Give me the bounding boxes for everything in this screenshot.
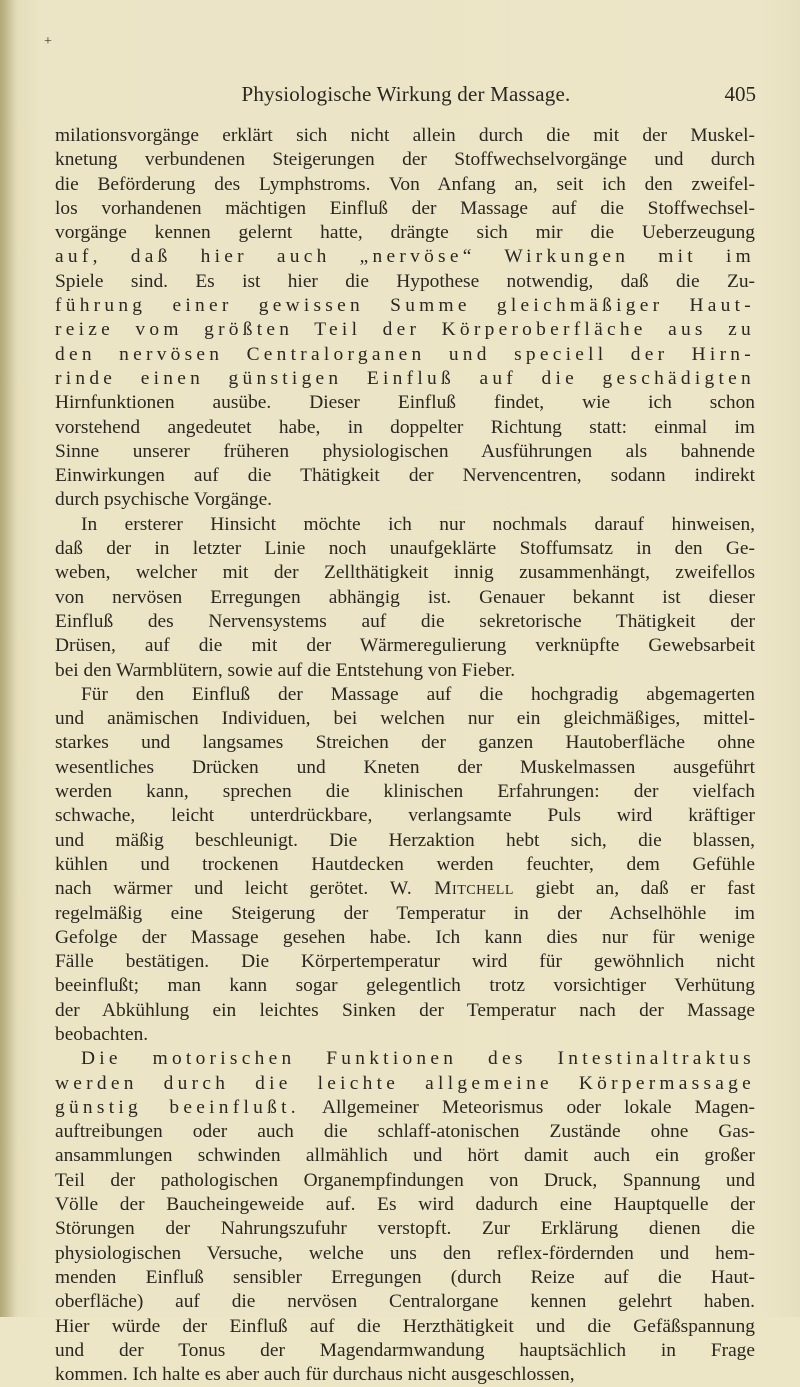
text-line: oberfläche) auf die nervösen Centralorgane kennen gelehrt haben. bbox=[55, 1291, 755, 1313]
text-line: schwache, leicht unterdrückbare, verlangsamte Puls wird kräftiger bbox=[55, 805, 755, 827]
text-fragment: Allgemeiner Meteorismus oder lokale Magen- bbox=[299, 1096, 755, 1118]
text-line: knetung verbundenen Steigerungen der Stoffwechselvorgänge und durch bbox=[55, 149, 755, 171]
text-line: vorgänge kennen gelernt hatte, drängte sich mir die Ueberzeugung bbox=[55, 222, 755, 244]
text-fragment: giebt an, daß er fast bbox=[513, 878, 755, 900]
text-line: ansammlungen schwinden allmählich und hört damit auch ein großer bbox=[55, 1145, 755, 1167]
text-line: durch psychische Vorgänge. bbox=[55, 489, 273, 511]
text-line: auftreibungen oder auch die schlaff-atonischen Zustände ohne Gas- bbox=[55, 1121, 755, 1143]
text-line: Drüsen, auf die mit der Wärmeregulierung verknüpfte Gewebsarbeit bbox=[55, 635, 755, 657]
text-line-spaced: werden durch die leichte allgemeine Körpermassage bbox=[55, 1072, 755, 1094]
text-line: bei den Warmblütern, sowie auf die Entstehung von Fieber. bbox=[55, 659, 516, 681]
text-line: Völle der Baucheingeweide auf. Es wird dadurch eine Hauptquelle der bbox=[55, 1194, 755, 1216]
text-line-spaced: auf, daß hier auch „nervöse“ Wirkungen mit im bbox=[55, 246, 755, 268]
body-text bbox=[55, 124, 755, 1387]
text-line: kühlen und trockenen Hautdecken werden feuchter, dem Gefühle bbox=[55, 853, 755, 875]
text-line: beobachten. bbox=[55, 1023, 149, 1045]
paragraph-start-spaced: Die motorischen Funktionen des Intestinaltraktus bbox=[81, 1048, 755, 1070]
text-line: starkes und langsames Streichen der ganzen Hautoberfläche ohne bbox=[55, 732, 755, 754]
text-line: und der Tonus der Magendarmwandung hauptsächlich in Frage bbox=[55, 1339, 755, 1361]
text-line: Fälle bestätigen. Die Körpertemperatur wird für gewöhnlich nicht bbox=[55, 951, 755, 973]
text-line: physiologischen Versuche, welche uns den reflex-fördernden und hem- bbox=[55, 1242, 755, 1264]
text-line: wesentliches Drücken und Kneten der Muskelmassen ausgeführt bbox=[55, 756, 755, 778]
paragraph-start: In ersterer Hinsicht möchte ich nur nochmals darauf hinweisen, bbox=[81, 513, 755, 535]
author-name: W. Mitchell bbox=[389, 878, 514, 900]
text-line: vorstehend angedeutet habe, in doppelter Richtung statt: einmal im bbox=[55, 416, 755, 438]
text-line: Gefolge der Massage gesehen habe. Ich kann dies nur für wenige bbox=[55, 926, 755, 948]
text-line: der Abkühlung ein leichtes Sinken der Temperatur nach der Massage bbox=[55, 999, 755, 1021]
running-title: Physiologische Wirkung der Massage. bbox=[241, 82, 571, 106]
text-line-spaced: führung einer gewissen Summe gleichmäßiger Haut- bbox=[55, 295, 755, 317]
text-line: Einfluß des Nervensystems auf die sekretorische Thätigkeit der bbox=[55, 610, 755, 632]
text-line: Spiele sind. Es ist hier die Hypothese notwendig, daß die Zu- bbox=[55, 270, 755, 292]
text-line-spaced: rinde einen günstigen Einfluß auf die geschädigten bbox=[55, 367, 755, 389]
text-line: Teil der pathologischen Organempfindungen von Druck, Spannung und bbox=[55, 1169, 755, 1191]
text-line: milationsvorgänge erklärt sich nicht allein durch die mit der Muskel- bbox=[55, 125, 755, 146]
text-line: beeinflußt; man kann sogar gelegentlich trotz vorsichtiger Verhütung bbox=[55, 975, 755, 997]
text-line: Störungen der Nahrungszufuhr verstopft. Zur Erklärung dienen die bbox=[55, 1218, 755, 1240]
text-line: Hirnfunktionen ausübe. Dieser Einfluß findet, wie ich schon bbox=[55, 392, 755, 414]
text-fragment: nach wärmer und leicht gerötet. bbox=[55, 878, 369, 900]
text-line-with-author bbox=[55, 877, 755, 901]
text-line: Sinne unserer früheren physiologischen Ausführungen als bahnende bbox=[55, 440, 755, 462]
text-line: weben, welcher mit der Zellthätigkeit innig zusammenhängt, zweifellos bbox=[55, 562, 755, 584]
text-line-spaced: reize vom größten Teil der Körperoberfläche aus zu bbox=[55, 319, 755, 341]
text-line: Einwirkungen auf die Thätigkeit der Nervencentren, sodann indirekt bbox=[55, 465, 755, 487]
text-line: und mäßig beschleunigt. Die Herzaktion hebt sich, die blassen, bbox=[55, 829, 755, 851]
text-line: regelmäßig eine Steigerung der Temperatur in der Achselhöhle im bbox=[55, 902, 755, 924]
text-line: kommen. Ich halte es aber auch für durchaus nicht ausgeschlossen, bbox=[55, 1364, 575, 1386]
text-line: und anämischen Individuen, bei welchen nur ein gleichmäßiges, mittel- bbox=[55, 708, 755, 730]
page-number: 405 bbox=[724, 82, 756, 106]
running-header bbox=[56, 82, 756, 112]
text-line: daß der in letzter Linie noch unaufgeklärte Stoffumsatz in den Ge- bbox=[55, 538, 755, 560]
text-line: menden Einfluß sensibler Erregungen (durch Reize auf die Haut- bbox=[55, 1266, 755, 1288]
page-edge-shadow bbox=[0, 0, 18, 1317]
text-line-spaced: den nervösen Centralorganen und speciell der Hirn- bbox=[55, 343, 755, 365]
text-line: werden kann, sprechen die klinischen Erfahrungen: der vielfach bbox=[55, 781, 755, 803]
text-line: von nervösen Erregungen abhängig ist. Genauer bekannt ist dieser bbox=[55, 586, 755, 608]
text-line-mixed bbox=[55, 1096, 755, 1120]
text-line: Hier würde der Einfluß auf die Herzthätigkeit und die Gefäßspannung bbox=[55, 1315, 755, 1337]
text-line: los vorhandenen mächtigen Einfluß der Massage auf die Stoffwechsel- bbox=[55, 197, 755, 219]
text-line: die Beförderung des Lymphstroms. Von Anfang an, seit ich den zweifel- bbox=[55, 173, 755, 195]
paragraph-start: Für den Einfluß der Massage auf die hochgradig abgemagerten bbox=[81, 683, 755, 705]
text-fragment-spaced: günstig beeinflußt. bbox=[55, 1096, 300, 1118]
margin-mark: + bbox=[44, 34, 52, 49]
